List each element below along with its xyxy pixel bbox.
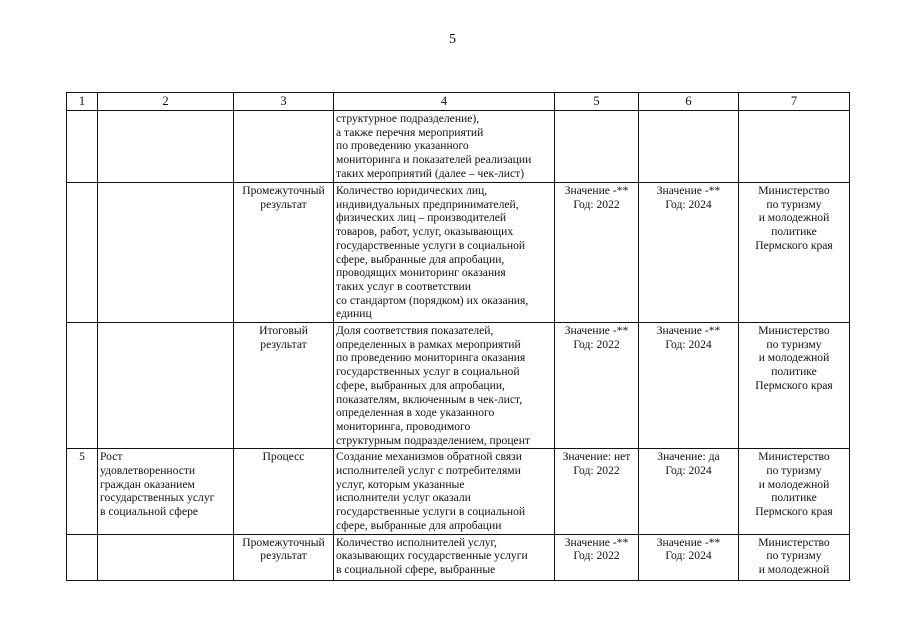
cell-text-line: сфере, выбранных для апробации, [336, 378, 505, 392]
cell-text-line: проводящих мониторинг оказания [336, 266, 506, 280]
cell-text-line: Год: 2024 [665, 337, 712, 351]
cell-base-value [555, 449, 639, 534]
cell-text-line: политике [771, 365, 817, 379]
cell-number [67, 111, 98, 183]
cell-text-line: Год: 2024 [665, 197, 712, 211]
header-cell: 3 [234, 93, 334, 111]
cell-text-line: услуг, которым указанные [336, 477, 465, 491]
cell-text-line: Значение -** [564, 184, 629, 197]
cell-text-line: оказывающих государственные услуги [336, 549, 528, 563]
cell-text-line: Пермского края [755, 238, 833, 252]
cell-type [234, 449, 334, 534]
cell-text-line: по туризму [766, 549, 822, 563]
cell-goal [98, 449, 234, 534]
cell-text-line: товаров, работ, услуг, оказывающих [336, 225, 514, 239]
cell-text-line: и молодежной [758, 351, 830, 365]
table-row [67, 323, 850, 449]
cell-base-value [555, 111, 639, 183]
cell-description [334, 449, 555, 534]
cell-text-line: граждан оказанием [100, 477, 195, 491]
cell-text-line: Год: 2024 [665, 549, 712, 563]
cell-text-line: Создание механизмов обратной связи [336, 450, 522, 464]
header-cell: 6 [639, 93, 739, 111]
cell-text-line: и молодежной [758, 211, 830, 225]
cell-text-line: исполнителей услуг с потребителями [336, 464, 521, 478]
cell-description [334, 534, 555, 580]
cell-text-line: в социальной сфере, выбранные [336, 562, 496, 576]
header-cell: 4 [334, 93, 555, 111]
cell-text-line: сфере, выбранные для апробации [336, 518, 502, 532]
cell-description [334, 111, 555, 183]
cell-text-line: Пермского края [755, 378, 833, 392]
cell-text-line: со стандартом (порядком) их оказания, [336, 293, 529, 307]
cell-text-line: Доля соответствия показателей, [336, 324, 494, 338]
cell-base-value [555, 534, 639, 580]
table-row [67, 449, 850, 534]
cell-text-line: Год: 2022 [573, 549, 620, 563]
cell-target-value [639, 534, 739, 580]
indicators-table [66, 92, 850, 581]
cell-text-line: Министерство [758, 324, 830, 338]
cell-type [234, 111, 334, 183]
cell-text-line: Промежуточный [242, 535, 325, 549]
cell-text-line: сфере, выбранные для апробации, [336, 252, 505, 266]
cell-target-value [639, 323, 739, 449]
cell-text-line: и молодежной [758, 477, 830, 491]
cell-text-line: показателям, включенным в чек-лист, [336, 392, 523, 406]
cell-text-line: Значение -** [656, 324, 721, 338]
cell-responsible [739, 449, 850, 534]
table-row [67, 111, 850, 183]
cell-text-line: государственные услуги в социальной [336, 505, 526, 519]
cell-text-line: Значение: нет [562, 450, 631, 464]
header-cell: 7 [739, 93, 850, 111]
cell-responsible [739, 183, 850, 323]
cell-text-line: а также перечня мероприятий [336, 125, 484, 139]
cell-text-line: по туризму [766, 464, 822, 478]
cell-number: 5 [67, 449, 98, 534]
cell-responsible [739, 534, 850, 580]
cell-number [67, 534, 98, 580]
cell-text-line: результат [260, 337, 307, 351]
cell-target-value [639, 111, 739, 183]
cell-text-line: Пермского края [755, 505, 833, 519]
cell-text-line: по проведению мониторинга оказания [336, 351, 526, 365]
header-cell: 1 [67, 93, 98, 111]
cell-text-line: Министерство [758, 535, 830, 549]
cell-text-line: физических лиц – производителей [336, 211, 507, 225]
cell-text-line: по проведению указанного [336, 139, 469, 153]
cell-text-line: и молодежной [758, 562, 830, 576]
cell-text-line: Год: 2022 [573, 337, 620, 351]
cell-text-line: Министерство [758, 184, 830, 197]
cell-type [234, 323, 334, 449]
cell-text-line: по туризму [766, 337, 822, 351]
cell-goal [98, 183, 234, 323]
cell-number [67, 183, 98, 323]
cell-text-line: результат [260, 197, 307, 211]
cell-text-line: единиц [336, 307, 372, 321]
cell-type [234, 183, 334, 323]
cell-responsible [739, 111, 850, 183]
cell-text-line: Значение: да [657, 450, 720, 464]
table-header-row [67, 93, 850, 111]
cell-text-line: структурным подразделением, процент [336, 433, 530, 447]
cell-text-line: в социальной сфере [100, 505, 199, 519]
cell-text-line: Значение -** [656, 535, 721, 549]
cell-text-line: государственные услуги в социальной [336, 238, 526, 252]
cell-type [234, 534, 334, 580]
cell-text-line: Значение -** [656, 184, 721, 197]
cell-target-value [639, 449, 739, 534]
cell-responsible [739, 323, 850, 449]
cell-description [334, 183, 555, 323]
cell-text-line: Рост [100, 450, 123, 464]
cell-text-line: государственных услуг [100, 491, 215, 505]
cell-text-line: государственных услуг в социальной [336, 365, 520, 379]
cell-text-line: Итоговый [259, 324, 308, 338]
cell-text-line: политике [771, 225, 817, 239]
table-row [67, 534, 850, 580]
cell-text-line: Значение -** [564, 535, 629, 549]
page-number: 5 [449, 32, 456, 47]
cell-text-line: Значение -** [564, 324, 629, 338]
cell-text-line: структурное подразделение), [336, 112, 480, 125]
cell-text-line: исполнители услуг оказали [336, 491, 471, 505]
cell-base-value [555, 183, 639, 323]
cell-text-line: Количество исполнителей услуг, [336, 535, 497, 549]
cell-text-line: таких услуг в соответствии [336, 279, 471, 293]
cell-text-line: политике [771, 491, 817, 505]
cell-text-line: определенная в ходе указанного [336, 406, 495, 420]
cell-text-line: индивидуальных предпринимателей, [336, 197, 519, 211]
cell-goal [98, 534, 234, 580]
cell-text-line: определенных в рамках мероприятий [336, 337, 521, 351]
cell-goal [98, 111, 234, 183]
cell-text-line: Количество юридических лиц, [336, 184, 488, 197]
cell-number [67, 323, 98, 449]
cell-text-line: Промежуточный [242, 184, 325, 197]
cell-text-line: Год: 2024 [665, 464, 712, 478]
cell-text-line: Год: 2022 [573, 197, 620, 211]
header-cell: 5 [555, 93, 639, 111]
cell-text-line: таких мероприятий (далее – чек-лист) [336, 166, 525, 180]
cell-text-line: удовлетворенности [100, 464, 196, 478]
cell-text-line: по туризму [766, 197, 822, 211]
header-cell: 2 [98, 93, 234, 111]
cell-text-line: результат [260, 549, 307, 563]
cell-target-value [639, 183, 739, 323]
cell-text-line: мониторинга и показателей реализации [336, 153, 532, 167]
cell-description [334, 323, 555, 449]
cell-goal [98, 323, 234, 449]
cell-text-line: Процесс [262, 450, 305, 464]
cell-text-line: мониторинга, проводимого [336, 419, 471, 433]
cell-text-line: Год: 2022 [573, 464, 620, 478]
cell-text-line: Министерство [758, 450, 830, 464]
table-row [67, 183, 850, 323]
cell-base-value [555, 323, 639, 449]
